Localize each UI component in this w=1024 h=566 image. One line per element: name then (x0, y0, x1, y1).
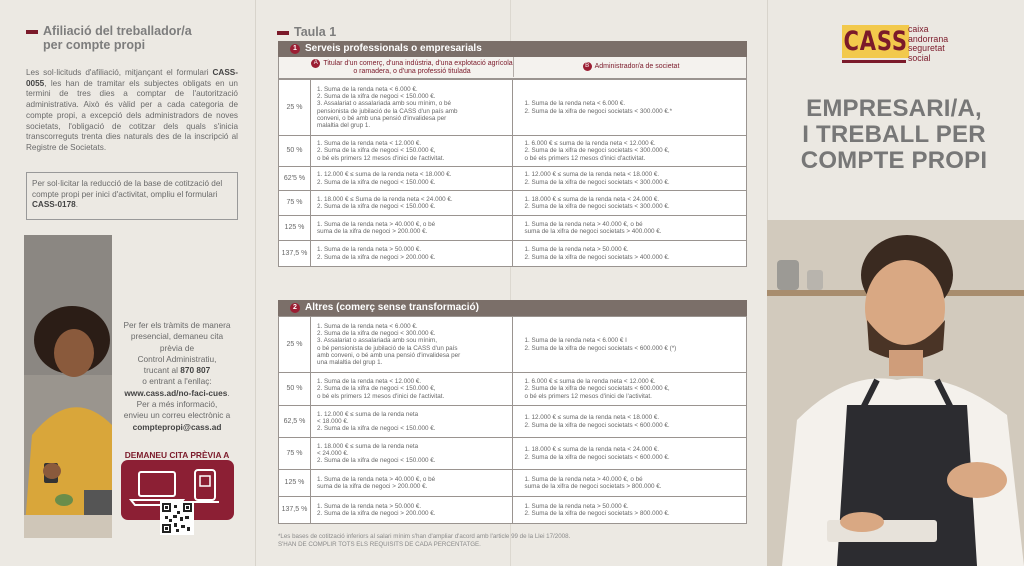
requirement-line: o bé pensionista de jubilació de la CASS d'un país (316, 344, 458, 352)
requirement-line: 1. Suma de la renda neta < 12.000 €. (316, 140, 422, 148)
requirement-line: suma de la xifra de negoci societats > 800.000 €. (524, 483, 662, 490)
percentage-cell: 50 % (279, 136, 311, 167)
requirements-cell-a (310, 438, 512, 470)
requirements-cell-b (512, 470, 746, 497)
table1-header: 1 Serveis professionals o empresarials (278, 41, 747, 57)
requirement-line: malaltia del grup 1. (316, 122, 371, 130)
percentage-cell: 50 % (279, 373, 311, 406)
requirement-line: suma de la xifra de negoci > 200.000 €. (316, 228, 428, 235)
percentage-cell: 62'5 % (279, 167, 311, 191)
table-row (279, 241, 747, 267)
table-row (279, 406, 747, 438)
requirements-cell-a (310, 167, 512, 191)
affiliation-text: Les sol·licituds d'afiliació, mitjançant el formulari CASS-0055, les han de tramitar els subjectes obligats en un termini de tres dies a comptar de l'autorització administrativa. Això és vàlid per a cada categoria de compte propi, a excepció dels administradors de noves societats, l'obligació de cotitzar dels quals s'inicia transcorreguts trenta dies naturals des de la inscripció al Registre de Societats. (26, 68, 238, 152)
requirements-cell-b (512, 80, 746, 136)
appointment-title: DEMANEU CITA PRÈVIA A (124, 450, 230, 460)
requirement-line: pensionista de jubilació de la CASS d'un país amb (316, 107, 458, 115)
requirement-line: 1. 18.000 € ≤ Suma de la renda neta < 24.000 €. (316, 195, 453, 203)
requirement-line: 1. Suma de la renda neta > 40.000 €, o bé (524, 475, 643, 483)
requirement-line: < 18.000 €. (316, 417, 349, 425)
requirements-cell-a (310, 80, 512, 136)
requirement-line: 2. Suma de la xifra de negoci < 150.000 €. (316, 92, 436, 100)
percentage-cell: 137,5 % (279, 497, 311, 524)
requirement-line: 2. Suma de la xifra de negoci societats < 600.000 €, (524, 385, 670, 393)
requirement-line: suma de la xifra de negoci > 200.000 €. (316, 483, 428, 490)
table2 (278, 316, 747, 524)
requirement-line: 1. 12.000 € ≤ suma de la renda neta (316, 410, 419, 418)
table-row (279, 497, 747, 524)
requirement-line: 1. 6.000 € ≤ suma de la renda neta < 12.000 €. (524, 378, 656, 386)
requirements-cell-a (310, 373, 512, 406)
percentage-cell: 75 % (279, 438, 311, 470)
requirement-line: 2. Suma de la xifra de negoci < 150.000 €. (316, 425, 436, 433)
percentage-cell: 125 % (279, 470, 311, 497)
requirement-line: 1. Suma de la renda neta > 40.000 €, o bé (524, 220, 643, 228)
qr-code[interactable] (160, 501, 194, 535)
requirement-line: 3. Assalariat o assalariada amb sou mínim, o bé (316, 100, 452, 108)
requirement-line: 1. Suma de la renda neta > 50.000 €. (316, 502, 422, 510)
table-notes: *Les bases de cotització inferiors al salari mínim s'han d'ampliar d'acord amb l'article 99 de la Llei 17/2008. S'HAN DE COMPLIR TOTS ELS REQUISITS DE CADA PERCENTATGE. (278, 533, 571, 549)
requirement-line: 2. Suma de la xifra de negoci societats < 600.000 €. (524, 453, 670, 461)
table-row (279, 191, 747, 216)
requirements-cell-b (512, 136, 746, 167)
requirements-cell-b (512, 241, 746, 267)
logo-bar (842, 60, 906, 63)
requirement-line: 1. Suma de la renda neta > 50.000 €. (524, 502, 629, 510)
col-a-header: A Titular d'un comerç, d'una indústria, d'una explotació agrícola o ramadera, o d'una professió titulada (311, 59, 513, 77)
requirement-line: 3. Assalariat o assalariada amb sou mínim, (316, 337, 437, 345)
logo-text: caixa andorrana seguretat social (908, 24, 949, 63)
percentage-cell: 125 % (279, 216, 311, 241)
requirement-line: 2. Suma de la xifra de negoci societats < 600.000 €. (524, 421, 670, 429)
requirement-line: 1. 12.000 € ≤ suma de la renda neta < 18.000 €. (524, 171, 660, 179)
requirement-line: o bé els primers 12 mesos d'inici de l'activitat. (316, 154, 445, 162)
requirement-line: 1. Suma de la renda neta < 6.000 €. (316, 85, 418, 93)
requirements-cell-a (310, 470, 512, 497)
requirement-line: 1. Suma de la renda neta < 12.000 €. (316, 378, 422, 386)
requirement-line: 2. Suma de la xifra de negoci societats < 600.000 € (*) (524, 344, 677, 352)
requirement-line: una malaltia del grup 1. (316, 359, 383, 367)
requirement-line: 2. Suma de la xifra de negoci < 150.000 €. (316, 178, 436, 186)
table2-number: 2 (290, 303, 300, 313)
requirements-cell-a (310, 191, 512, 216)
requirement-line: 2. Suma de la xifra de negoci < 150.000 €. (316, 457, 436, 465)
cass-logo: CASS caixa andorrana seguretat social (842, 25, 928, 58)
percentage-cell: 25 % (279, 317, 311, 373)
heading-bar (277, 31, 289, 35)
requirement-line: 2. Suma de la xifra de negoci societats < 300.000 €. (524, 203, 670, 210)
woman-phone-photo (24, 235, 112, 538)
table1 (278, 79, 747, 267)
table-row (279, 438, 747, 470)
requirement-line: 2. Suma de la xifra de negoci < 150.000 €, (316, 385, 436, 393)
requirement-line: 2. Suma de la xifra de negoci < 150.000 €, (316, 147, 436, 155)
requirement-line: 1. 12.000 € ≤ suma de la renda neta < 18.000 €. (316, 171, 452, 179)
percentage-cell: 25 % (279, 80, 311, 136)
requirement-line: 1. Suma de la renda neta < 6.000 € I (524, 337, 627, 345)
affiliation-title: Afiliació del treballador/a per compte propi (26, 24, 236, 52)
requirement-line: o bé els primers 12 mesos d'inici d'activitat. (524, 154, 646, 162)
requirement-line: 1. 18.000 € ≤ suma de la renda neta < 24.000 €. (524, 195, 660, 203)
requirement-line: suma de la xifra de negoci societats > 400.000 €. (524, 228, 662, 235)
table-row (279, 317, 747, 373)
requirement-line: 1. 18.000 € ≤ suma de la renda neta < 24.000 €. (524, 446, 660, 454)
requirement-line: < 24.000 €. (316, 449, 349, 457)
col-b-header: B Administrador/a de societat (513, 57, 748, 77)
requirements-cell-b (512, 373, 746, 406)
table2-header: 2 Altres (comerç sense transformació) (278, 300, 747, 316)
requirements-cell-b (512, 497, 746, 524)
requirement-line: 1. Suma de la renda neta > 40.000 €, o bé (316, 475, 436, 483)
requirement-line: 2. Suma de la xifra de negoci > 200.000 €. (316, 253, 436, 261)
table-row (279, 373, 747, 406)
requirement-line: 2. Suma de la xifra de negoci societats < 300.000 €. (524, 178, 670, 186)
requirement-line: 1. Suma de la renda neta < 6.000 €. (524, 100, 626, 108)
requirement-line: 1. 18.000 € ≤ suma de la renda neta (316, 442, 419, 450)
requirements-cell-b (512, 191, 746, 216)
requirement-line: 1. 12.000 € ≤ suma de la renda neta < 18.000 €. (524, 414, 660, 422)
requirement-line: 1. Suma de la renda neta < 6.000 €. (316, 322, 418, 330)
percentage-cell: 75 % (279, 191, 311, 216)
requirement-line: 1. Suma de la renda neta > 40.000 €, o bé (316, 220, 436, 228)
contact-info: Per fer els tràmits de manera presencial, demaneu cita prèvia de Control Administratiu, trucant al 870 807 o entrant a l'enllaç: www.cass.ad/no-faci-cues. Per a més informació, envieu un correu electrònic a comptepropi@cass.ad (123, 320, 231, 432)
requirement-line: amb conveni, o bé amb una pensió d'invalidesa per (316, 351, 461, 359)
table1-number: 1 (290, 44, 300, 54)
requirement-line: 2. Suma de la xifra de negoci < 300.000 €. (316, 329, 436, 337)
table-row (279, 470, 747, 497)
requirements-cell-b (512, 438, 746, 470)
appointment-link[interactable]: www.cass.ad/no-faci-cues (124, 387, 228, 398)
table-row (279, 80, 747, 136)
requirement-line: o bé els primers 12 mesos d'inici de l'activitat. (524, 392, 652, 400)
table-row (279, 136, 747, 167)
table-row (279, 167, 747, 191)
requirement-line: 2. Suma de la xifra de negoci < 150.000 €. (316, 203, 436, 210)
requirements-cell-a (310, 136, 512, 167)
cover-title: EMPRESARI/A, I TREBALL PER COMPTE PROPI (800, 95, 988, 174)
requirements-cell-a (310, 241, 512, 267)
email-link[interactable]: comptepropi@cass.ad (132, 421, 222, 432)
requirement-line: 2. Suma de la xifra de negoci societats > 400.000 €. (524, 253, 670, 261)
requirement-line: 2. Suma de la xifra de negoci societats < 300.000 €, (524, 147, 670, 155)
reduction-info-box: Per sol·licitar la reducció de la base de cotització del compte propi per inici d'activitat, ompliu el formulari CASS-0178. (26, 172, 238, 220)
table-row (279, 216, 747, 241)
requirements-cell-a (310, 497, 512, 524)
phone-booth-icon (191, 470, 219, 502)
percentage-cell: 137,5 % (279, 241, 311, 267)
requirement-line: 1. 6.000 € ≤ suma de la renda neta < 12.000 €. (524, 140, 656, 148)
requirement-line: 2. Suma de la xifra de negoci societats > 800.000 €. (524, 510, 670, 517)
requirements-cell-b (512, 167, 746, 191)
requirement-line: 2. Suma de la xifra de negoci > 200.000 €. (316, 510, 436, 517)
phone-number[interactable]: 870 807 (180, 365, 211, 376)
left-panel (0, 0, 255, 566)
taula-title: Taula 1 (277, 25, 336, 39)
requirement-line: 1. Suma de la renda neta > 50.000 €. (524, 246, 629, 254)
requirements-cell-b (512, 317, 746, 373)
requirement-line: o bé els primers 12 mesos d'inici de l'activitat. (316, 392, 445, 400)
table1-subheader (278, 57, 747, 79)
chef-photo (767, 220, 1024, 566)
requirements-cell-a (310, 406, 512, 438)
requirements-cell-b (512, 406, 746, 438)
requirements-cell-b (512, 216, 746, 241)
requirements-cell-a (310, 216, 512, 241)
requirement-line: conveni, o bé amb una pensió d'invalidesa per (316, 114, 447, 122)
heading-bar (26, 30, 38, 34)
requirement-line: 1. Suma de la renda neta > 50.000 €. (316, 246, 422, 254)
requirements-cell-a (310, 317, 512, 373)
requirement-line: 2. Suma de la xifra de negoci societats < 300.000 €.* (524, 107, 673, 115)
percentage-cell: 62,5 % (279, 406, 311, 438)
